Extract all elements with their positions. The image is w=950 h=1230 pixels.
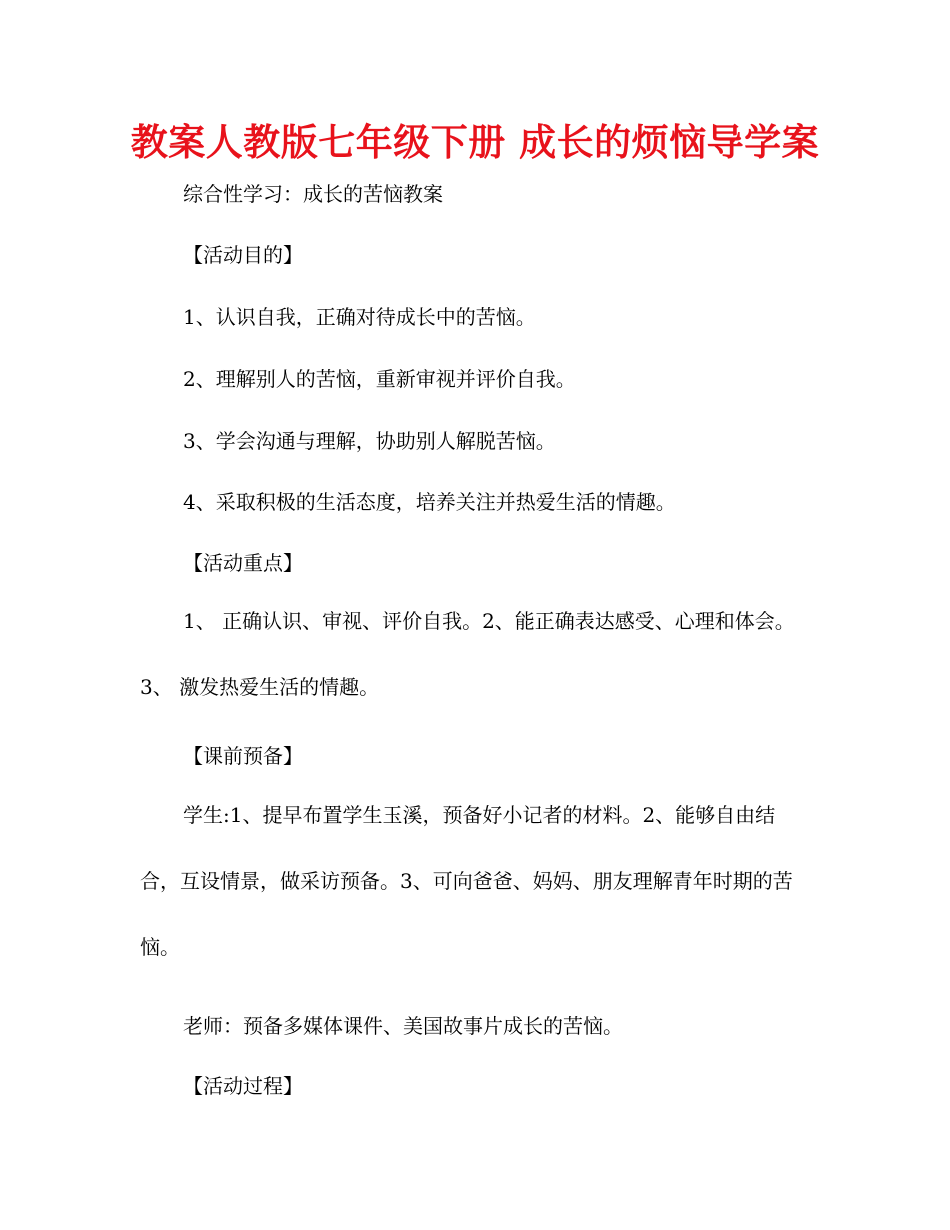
- key-points-paragraph: 1、 正确认识、审视、评价自我。2、能正确表达感受、心理和体会。3、 激发热爱生活的情趣。: [140, 609, 795, 699]
- teacher-preparation-paragraph: 老师：预备多媒体课件、美国故事片成长的苦恼。: [183, 1014, 623, 1038]
- goal-item: 2、理解别人的苦恼，重新审视并评价自我。: [183, 367, 576, 391]
- section-heading-process: 【活动过程】: [183, 1074, 303, 1098]
- section-heading-goals: 【活动目的】: [183, 243, 303, 267]
- goal-item: 1、认识自我，正确对待成长中的苦恼。: [183, 305, 536, 329]
- goal-item: 4、采取积极的生活态度，培养关注并热爱生活的情趣。: [183, 490, 676, 514]
- goal-item: 3、学会沟通与理解，协助别人解脱苦恼。: [183, 429, 556, 453]
- document-title: 教案人教版七年级下册 成长的烦恼导学案: [130, 121, 820, 164]
- student-preparation-paragraph: 学生:1、提早布置学生玉溪，预备好小记者的材料。2、能够自由结合，互设情景，做采访预备。3、可向爸爸、妈妈、朋友理解青年时期的苦恼。: [140, 803, 793, 959]
- document-subtitle: 综合性学习：成长的苦恼教案: [183, 182, 443, 206]
- section-heading-preparation: 【课前预备】: [183, 744, 303, 768]
- section-heading-key-points: 【活动重点】: [183, 551, 303, 575]
